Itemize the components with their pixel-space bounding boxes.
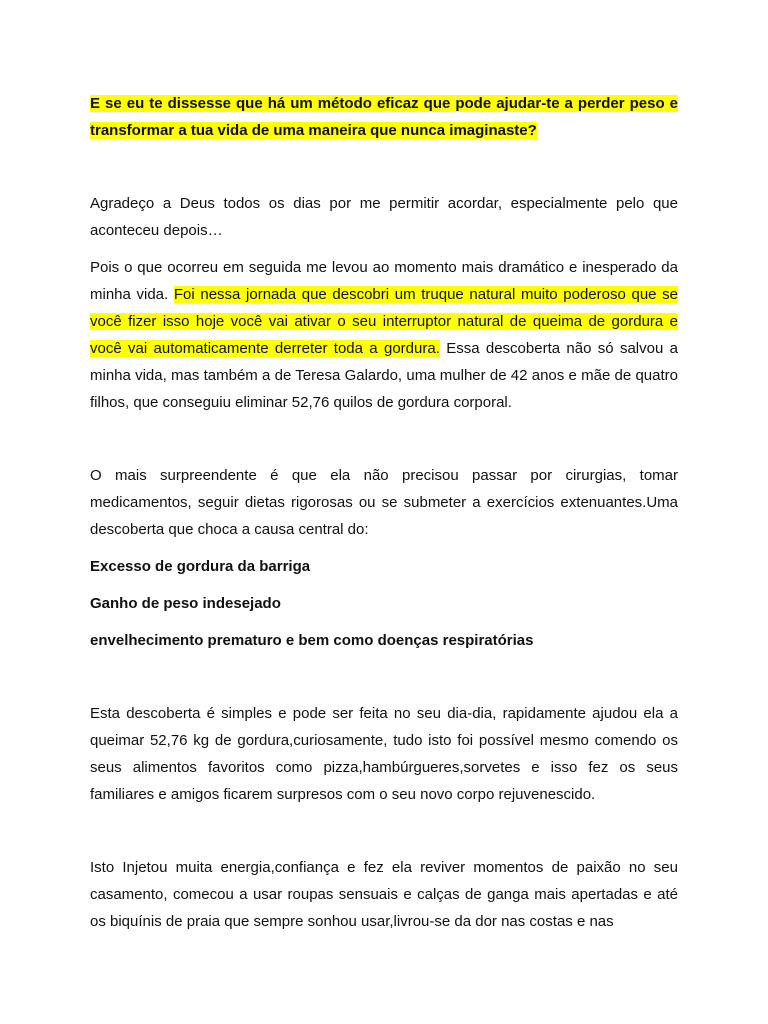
paragraph-agradeco: Agradeço a Deus todos os dias por me permitir acordar, especialmente pelo que aconteceu depois… xyxy=(90,195,678,239)
heading-ganho: Ganho de peso indesejado xyxy=(90,595,281,612)
paragraph-esta: Esta descoberta é simples e pode ser feita no seu dia-dia, rapidamente ajudou ela a queimar 52,76 kg de gordura,curiosamente, tudo isto foi possível mesmo comendo os seus alimentos favoritos como pizza,hambúrgueres,sorvetes e isso fez os seus familiares e amigos ficarem surpresos com o seu novo corpo rejuvenescido. xyxy=(90,705,678,803)
paragraph-pois-end: Essa descoberta não só salvou a minha vida, mas também a de Teresa Galardo, uma mulher de 42 anos e mãe de quatro filhos, que conseguiu eliminar 52,76 quilos de gordura corporal. xyxy=(90,340,678,411)
paragraph-isto: Isto Injetou muita energia,confiança e fez ela reviver momentos de paixão no seu casamento, comecou a usar roupas sensuais e calças de ganga mais apertadas e até os biquínis de praia que sempre sonhou usar,livrou-se da dor nas costas e nas xyxy=(90,859,678,930)
paragraph-pois xyxy=(90,254,678,416)
paragraph-mais: O mais surpreendente é que ela não precisou passar por cirurgias, tomar medicamentos, seguir dietas rigorosas ou se submeter a exercícios extenuantes.Uma descoberta que choca a causa central do: xyxy=(90,467,678,538)
intro-question xyxy=(90,90,678,144)
document-body xyxy=(90,90,678,935)
intro-question-highlight: E se eu te dissesse que há um método eficaz que pode ajudar-te a perder peso e transformar a tua vida de uma maneira que nunca imaginaste? xyxy=(90,95,678,139)
heading-envelhecimento: envelhecimento prematuro e bem como doenças respiratórias xyxy=(90,632,534,649)
heading-excesso: Excesso de gordura da barriga xyxy=(90,558,311,575)
paragraph-pois-start: Pois o que ocorreu em seguida me levou ao momento mais dramático e inesperado da minha vida. xyxy=(90,259,678,303)
paragraph-pois-highlight: Foi nessa jornada que descobri um truque natural muito poderoso que se você fizer isso hoje você vai ativar o seu interruptor natural de queima de gordura e você vai automaticamente derreter toda a gordura. xyxy=(90,286,679,357)
